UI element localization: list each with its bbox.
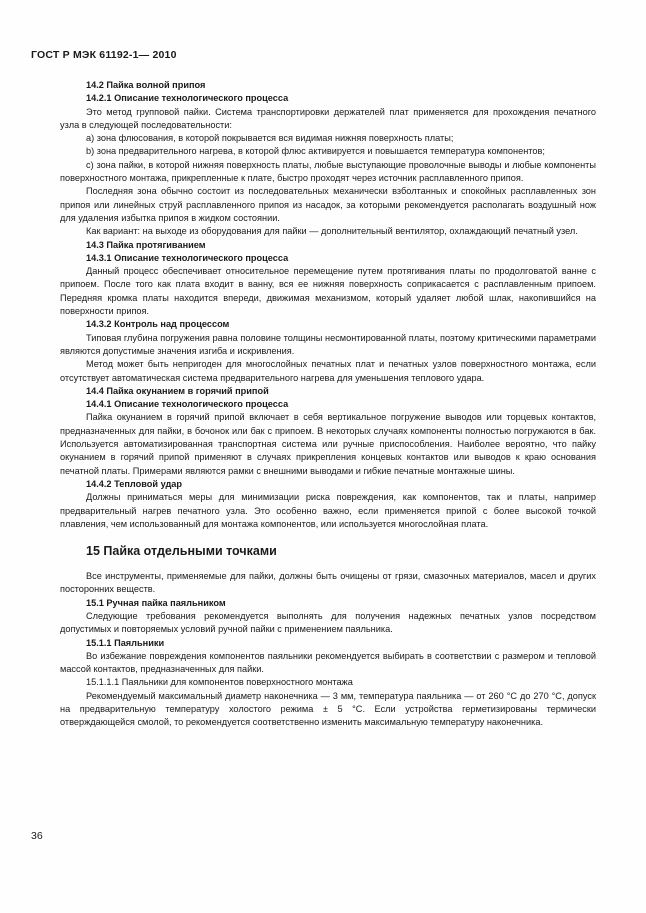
page-number: 36 <box>31 830 43 842</box>
paragraph: Пайка окунанием в горячий припой включает в себя вертикальное погружение выводов или торцевых контактов, предназначенных для пайки, в бочонок или бак с припоем. В некоторых случаях компоненты полностью погружаются в бак. Используется автоматизированная транспортная система или ручные приспособления. Наиболее вероятно, что пайку окунанием в горячий припой применяют в случаях прикрепления концевых контактов или выводов к краю основания печатной платы. Примерами являются рамки с внешними выводами и гибкие печатные монтажные шины. <box>60 412 596 476</box>
paragraph: а) зона флюсования, в которой покрывается вся видимая нижняя поверхность платы; <box>86 133 454 144</box>
paragraph: с) зона пайки, в которой нижняя поверхность платы, любые выступающие проволочные выводы и любые компоненты поверхностного монтажа, прикрепленные к плате, быстро проходят через источник расплавленного припоя. <box>60 159 596 184</box>
paragraph: Как вариант: на выходе из оборудования для пайки — дополнительный вентилятор, охлаждающий печатный узел. <box>86 226 578 237</box>
section-heading: 14.2 Пайка волной припоя <box>86 80 206 90</box>
paragraph: Рекомендуемый максимальный диаметр наконечника — 3 мм, температура паяльника — от 260 °С до 270 °С, допуск на предварительную температуру холостого режима ± 5 °С. Если устройства герметизированы термически отверждающейся смолой, то рекомендуется соответственно изменить максимальную температуру наконечника. <box>60 690 596 728</box>
section-heading: 14.4.2 Тепловой удар <box>86 478 183 489</box>
paragraph: Во избежание повреждения компонентов паяльники рекомендуется выбирать в соответствии с размером и тепловой массой контактов, предназначенных для пайки. <box>60 650 596 675</box>
document-body <box>60 79 596 730</box>
paragraph: Типовая глубина погружения равна половине толщины несмонтированной платы, поэтому критическими параметрами являются допустимые значения изгиба и искривления. <box>60 332 596 356</box>
paragraph: Должны приниматься меры для минимизации риска повреждения, как компонентов, так и платы, например предварительный нагрев печатного узла. Это особенно важно, если применяется припой с более высокой точкой плавления, чем использованный для монтажа компонентов, или используется многослойная плата. <box>60 492 596 529</box>
section-heading: 14.3.2 Контроль над процессом <box>86 319 230 330</box>
paragraph: b) зона предварительного нагрева, в которой флюс активируется и повышается температура компонентов; <box>86 146 545 157</box>
standard-header: ГОСТ Р МЭК 61192-1— 2010 <box>31 49 177 61</box>
paragraph: Последняя зона обычно состоит из последовательных механически взболтанных и спокойных расплавленных зон припоя или линейных струй расплавленного припоя из насадок, за которыми рекомендуется располагать воздушный нож для удаления избытка припоя в жидком состоянии. <box>60 186 596 223</box>
paragraph: Данный процесс обеспечивает относительное перемещение путем протягивания платы по продолговатой ванне с припоем. После того как плата входит в ванну, вся ее нижняя поверхность соприкасается с расплавленным припоем. Передняя кромка платы находится впереди, движимая механизмом, который удаляет любой шлак, накопившийся на поверхности припоя. <box>60 266 596 317</box>
section-heading: 14.4 Пайка окунанием в горячий припой <box>86 385 269 396</box>
paragraph: Следующие требования рекомендуется выполнять для получения надежных печатных узлов посредством допустимых и повторяемых условий ручной пайки с применением паяльника. <box>60 610 596 635</box>
chapter-title: 15 Пайка отдельными точками <box>86 544 277 559</box>
section-heading: 14.4.1 Описание технологического процесса <box>86 399 289 410</box>
section-heading: 14.2.1 Описание технологического процесса <box>86 93 289 104</box>
subsection-title: 15.1.1.1 Паяльники для компонентов поверхностного монтажа <box>86 677 353 688</box>
paragraph: Это метод групповой пайки. Система транспортировки держателей плат применяется для прохождения печатного узла в следующей последовательности: <box>60 106 596 130</box>
paragraph: Все инструменты, применяемые для пайки, должны быть очищены от грязи, смазочных материалов, масел и других посторонних веществ. <box>60 571 596 595</box>
section-heading: 15.1 Ручная пайка паяльником <box>86 597 226 608</box>
section-heading: 14.3.1 Описание технологического процесса <box>86 252 289 263</box>
section-heading: 14.3 Пайка протягиванием <box>86 239 206 250</box>
section-heading: 15.1.1 Паяльники <box>86 637 165 648</box>
paragraph: Метод может быть непригоден для многослойных печатных плат и печатных узлов поверхностного монтажа, если отсутствует автоматическая система предварительного нагрева для уменьшения теплового удара. <box>60 359 596 383</box>
